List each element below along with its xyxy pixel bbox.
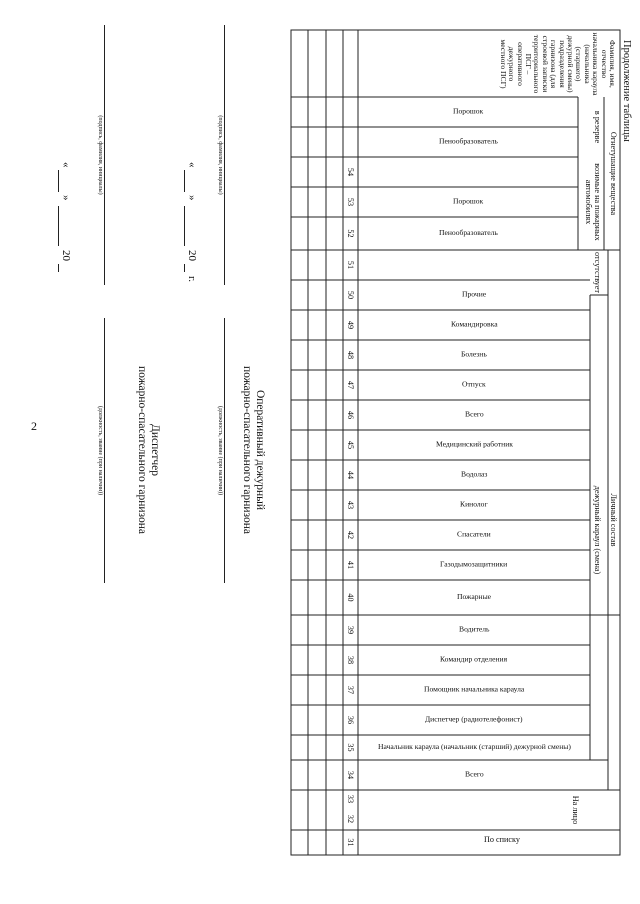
col-number-32: 32 [346,814,355,824]
col-number-49: 49 [346,320,355,330]
page-number: 2 [31,419,37,433]
col-number-50: 50 [346,290,355,300]
signature-left-date-close: » [186,195,198,201]
signature-left-date-open: « [186,162,198,168]
subheader-diver: Водолаз [460,469,488,479]
subheader-foam-reserve: Пенообразователь [438,136,498,146]
signature-right-position-line [104,318,105,583]
subheader-driver: Водитель [458,624,490,634]
col-number-51: 51 [346,260,355,270]
subheader-powder-vehicles: Порошок [452,196,484,206]
col-number-42: 42 [346,530,355,540]
signature-right-day-line [58,170,59,192]
subheader-business-trip: Командировка [450,319,498,329]
signature-right-title-line1: Диспетчер [149,423,161,477]
signature-left-year-prefix: 20 [186,250,198,261]
signature-right-name-caption: (подпись, фамилия, инициалы) [97,115,103,195]
subheader-gas-smoke: Газодымозащитники [440,559,508,569]
header-extinguishing: Огнетушащие вещества [609,131,618,216]
subheader-absent-total: Всего [464,409,484,419]
col-number-44: 44 [346,470,355,480]
signature-right-month-line [58,206,59,246]
signature-left-title-line2: пожарно-спасательного гарнизона [241,365,253,534]
col-number-38: 38 [346,655,355,665]
subheader-dog-handler: Кинолог [460,499,488,509]
header-on-vehicles: возимые на пожарных автомобилях [584,163,602,241]
signature-left-name-line [224,25,225,285]
subheader-foam-vehicles: Пенообразователь [438,228,498,238]
col-number-41: 41 [346,560,355,570]
col-number-31: 31 [346,838,355,847]
header-by-list: По списку [483,835,520,844]
signature-right-year-prefix: 20 [60,250,72,261]
signature-left-day-line [184,170,185,192]
col-number-39: 39 [346,625,355,635]
subheader-firefighters: Пожарные [456,592,492,602]
subheader-squad-commander: Командир отделения [440,654,508,664]
signature-left-title-line1: Оперативный дежурный [254,389,266,511]
signature-left-year-line [184,264,185,272]
col-number-47: 47 [346,380,355,390]
header-in-reserve: в резерве [593,110,602,144]
header-absent: отсутствует [593,252,602,293]
signature-right-year-line [58,264,59,272]
header-chief-name: Фамилия, имя, отчество начальника караула (начальника (старшего) дежурной смены) подразделения гарнизона (для строевой записки территориального ПСГ – оперативного дежурного местного ПСГ) [498,32,617,96]
signature-right-date-open: « [60,162,72,168]
subheader-powder-reserve: Порошок [452,106,484,116]
col-number-36: 36 [346,715,355,725]
signature-right-title-line2: пожарно-спасательного гарнизона [136,365,148,534]
col-number-40: 40 [346,593,355,602]
col-number-37: 37 [346,685,355,695]
subheader-sickness: Болезнь [461,349,487,359]
signature-left-position-line [224,318,225,583]
signature-right-position-caption: (должность, звание (при наличии)) [97,405,103,496]
subheader-vacation: Отпуск [462,379,486,389]
subheader-medic: Медицинский работник [435,439,513,449]
col-number-34: 34 [346,770,355,780]
col-number-33: 33 [346,794,355,804]
col-number-48: 48 [346,350,355,360]
col-number-54: 54 [346,167,355,177]
header-personnel: Личный состав [609,493,618,547]
subheader-other: Прочие [461,289,487,299]
signature-left-month-line [184,206,185,246]
col-number-46: 46 [346,410,355,420]
header-duty-guard: дежурный караул (смена) [593,485,602,575]
subheader-rescuers: Спасатели [457,529,491,539]
subheader-assistant-chief: Помощник начальника караула [423,684,525,694]
signature-left-name-caption: (подпись, фамилия, инициалы) [217,115,223,195]
continuation-label: Продолжение таблицы [621,40,632,142]
signature-left-year-suffix: г. [186,276,198,283]
subheader-total-personnel: Всего [464,769,484,779]
col-number-45: 45 [346,440,355,450]
col-number-53: 53 [346,197,355,207]
subheader-dispatcher: Диспетчер (радиотелефонист) [425,714,523,724]
signature-left-position-caption: (должность, звание (при наличии)) [217,405,223,496]
signature-right-date-close: » [60,195,72,201]
header-present: На лицо [571,795,580,825]
col-number-43: 43 [346,500,355,510]
signature-right-name-line [104,25,105,285]
subheader-guard-chief: Начальник караула (начальник (старший) дежурной смены) [377,742,571,752]
col-number-35: 35 [346,743,355,752]
col-number-52: 52 [346,229,355,238]
